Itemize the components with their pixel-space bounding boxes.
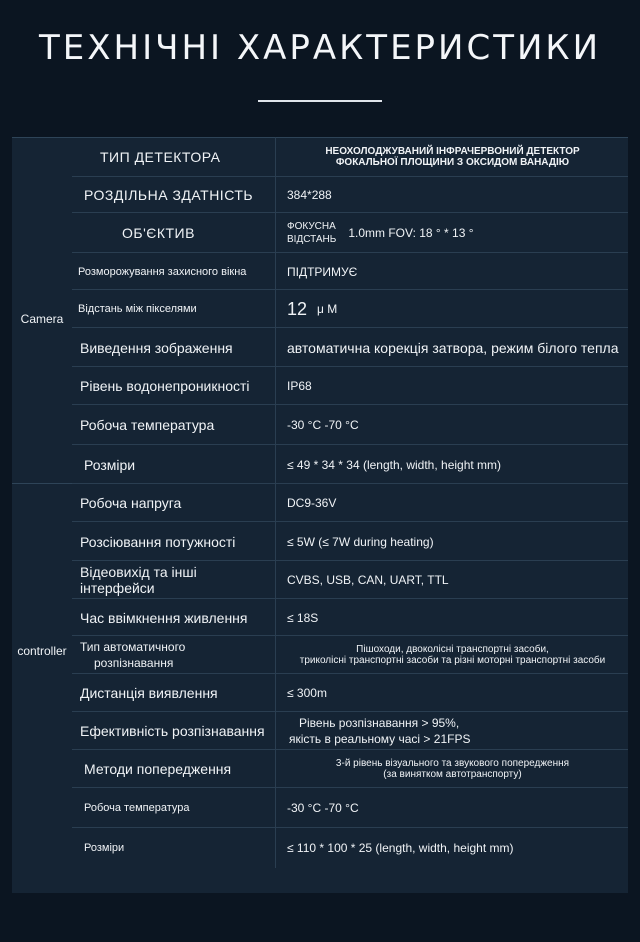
row-label: Методи попередження <box>72 750 276 788</box>
row-value: DC9-36V <box>287 496 337 510</box>
row-label: Дистанція виявлення <box>72 674 276 712</box>
row-value: -30 °C -70 °C <box>287 801 359 815</box>
row-label: Розсіювання потужності <box>72 522 276 561</box>
row-value: ≤ 5W (≤ 7W during heating) <box>287 534 434 549</box>
table-row <box>72 827 628 868</box>
row-label: Розміри <box>72 445 276 484</box>
title-divider <box>258 100 382 102</box>
row-label: Відеовихід та інші інтерфейси <box>72 561 276 599</box>
row-value: ≤ 300m <box>287 686 327 700</box>
table-row <box>72 289 628 328</box>
camera-group-label: Camera <box>20 312 64 326</box>
table-row <box>72 404 628 445</box>
table-row <box>72 673 628 712</box>
row-value: Рівень розпізнавання > 95%, якість в реальному часі > 21FPS <box>289 716 471 746</box>
table-row <box>72 176 628 213</box>
controller-group-label: controller <box>17 644 67 658</box>
table-row <box>72 212 628 253</box>
row-label: Робоча температура <box>72 405 276 445</box>
row-value: ПІДТРИМУЄ <box>287 264 358 279</box>
table-row <box>72 560 628 599</box>
row-label: Відстань між пікселями <box>72 290 276 328</box>
row-value: IP68 <box>287 379 312 393</box>
row-value: 3-й рівень візуального та звукового попередження (за винятком автотранспорту) <box>335 758 570 780</box>
row-label: Виведення зображення <box>72 328 276 367</box>
table-row <box>72 521 628 561</box>
table-row <box>72 598 628 636</box>
table-row <box>72 711 628 750</box>
row-label: Ефективність розпізнавання <box>72 712 276 750</box>
table-row <box>72 327 628 367</box>
row-value: ≤ 110 * 100 * 25 (length, width, height mm) <box>287 841 514 855</box>
row-label: ОБ'ЄКТИВ <box>72 213 276 253</box>
page-title: ТЕХНІЧНІ ХАРАКТЕРИСТИКИ <box>39 28 601 68</box>
table-row <box>72 366 628 405</box>
row-value: 12 μ M <box>287 298 338 319</box>
row-value: ≤ 49 * 34 * 34 (length, width, height mm) <box>287 457 502 472</box>
focal-length-label: ФОКУСНА ВІДСТАНЬ <box>287 221 337 245</box>
row-value: 384*288 <box>287 188 332 202</box>
table-row <box>72 787 628 828</box>
row-label: Робоча температура <box>72 788 276 828</box>
row-label: Тип автоматичного розпізнавання <box>72 636 276 674</box>
row-value: ФОКУСНА ВІДСТАНЬ 1.0mm FOV: 18 ° * 13 ° <box>287 221 474 245</box>
table-row <box>72 252 628 290</box>
row-label: ТИП ДЕТЕКТОРА <box>72 137 276 176</box>
table-row <box>72 749 628 788</box>
row-label: Розміри <box>72 828 276 868</box>
table-row <box>72 137 628 176</box>
row-label: Час ввімкнення живлення <box>72 599 276 636</box>
row-value: НЕОХОЛОДЖУВАНИЙ ІНФРАЧЕРВОНИЙ ДЕТЕКТОР ФОКАЛЬНОЇ ПЛОЩИНИ З ОКСИДОМ ВАНАДІЮ <box>325 145 580 168</box>
table-row <box>72 635 628 674</box>
row-label: Рівень водонепроникності <box>72 367 276 405</box>
row-label: Розморожування захисного вікна <box>72 253 276 290</box>
table-row <box>72 444 628 484</box>
row-value: -30 °C -70 °C <box>287 418 359 432</box>
table-row <box>72 483 628 522</box>
row-value: Пішоходи, двоколісні транспортні засоби, триколісні транспортні засоби та різні моторні транспортні засоби <box>299 644 606 666</box>
row-label: Робоча напруга <box>72 484 276 522</box>
row-value: ≤ 18S <box>287 610 319 625</box>
row-value: CVBS, USB, CAN, UART, TTL <box>287 573 449 587</box>
row-value: автоматична корекція затвора, режим білого тепла <box>287 339 619 356</box>
row-label: РОЗДІЛЬНА ЗДАТНІСТЬ <box>72 177 276 213</box>
